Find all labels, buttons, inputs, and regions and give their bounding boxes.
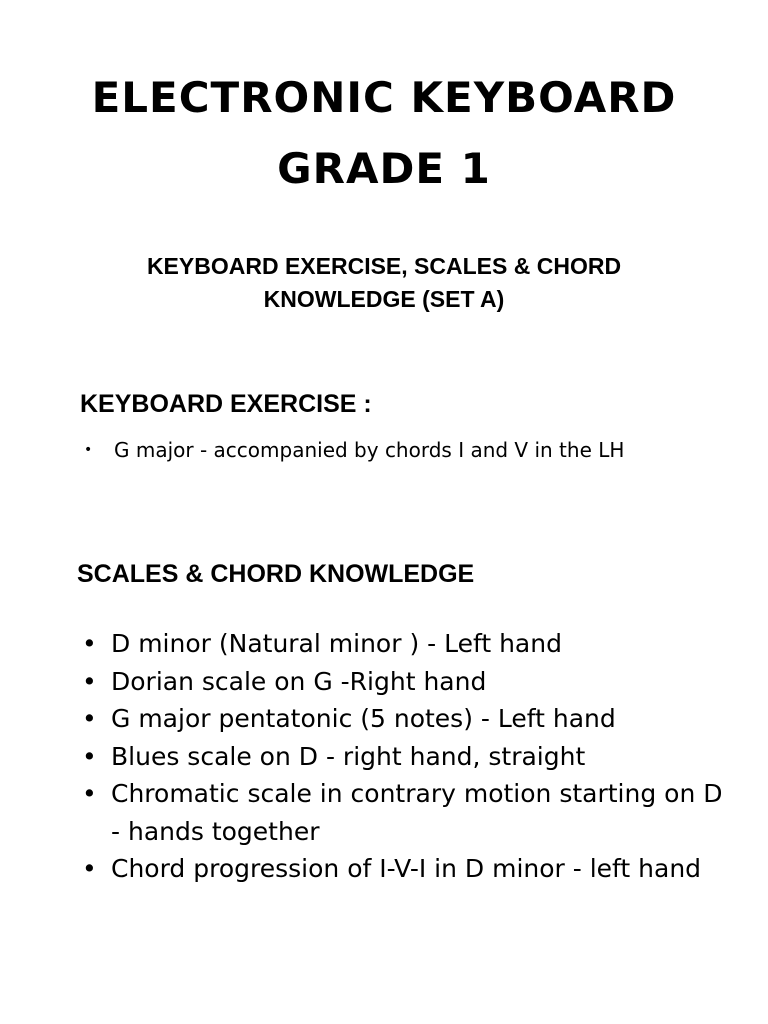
list-item-text: D minor (Natural minor ) - Left hand	[111, 629, 562, 658]
list-item-text: Dorian scale on G -Right hand	[111, 666, 487, 696]
bullet-icon: •	[82, 779, 97, 808]
list-item	[82, 625, 732, 663]
keyboard-exercise-heading: KEYBOARD EXERCISE :	[80, 390, 372, 418]
list-item-text: Chromatic scale in contrary motion starting on D - hands together	[111, 779, 723, 846]
title-line-1: ELECTRONIC KEYBOARD	[91, 73, 677, 122]
bullet-icon: •	[82, 629, 97, 658]
list-item-text: Chord progression of I-V-I in D minor - left hand	[111, 854, 702, 883]
scales-chord-knowledge-list	[82, 625, 732, 888]
title-line-2: GRADE 1	[277, 144, 491, 193]
bullet-icon: •	[82, 854, 97, 883]
list-item	[82, 700, 732, 738]
list-item	[82, 663, 732, 701]
list-item-text: G major - accompanied by chords I and V in the LH	[114, 438, 625, 462]
list-item-text: G major pentatonic (5 notes) - Left hand	[111, 704, 616, 733]
keyboard-exercise-list	[80, 436, 624, 464]
list-item	[82, 850, 732, 888]
list-item-text: Blues scale on D - right hand, straight	[111, 741, 586, 771]
list-item	[82, 775, 732, 850]
subtitle-line-1: KEYBOARD EXERCISE, SCALES & CHORD	[146, 253, 622, 279]
bullet-icon: •	[82, 666, 97, 696]
bullet-icon: •	[82, 741, 97, 771]
subtitle	[84, 250, 684, 316]
list-item	[82, 738, 732, 776]
bullet-icon: •	[84, 442, 93, 458]
list-item	[80, 436, 624, 464]
scales-chord-knowledge-heading: SCALES & CHORD KNOWLEDGE	[77, 560, 475, 588]
bullet-icon: •	[82, 704, 97, 733]
subtitle-line-2: KNOWLEDGE (SET A)	[263, 286, 505, 312]
